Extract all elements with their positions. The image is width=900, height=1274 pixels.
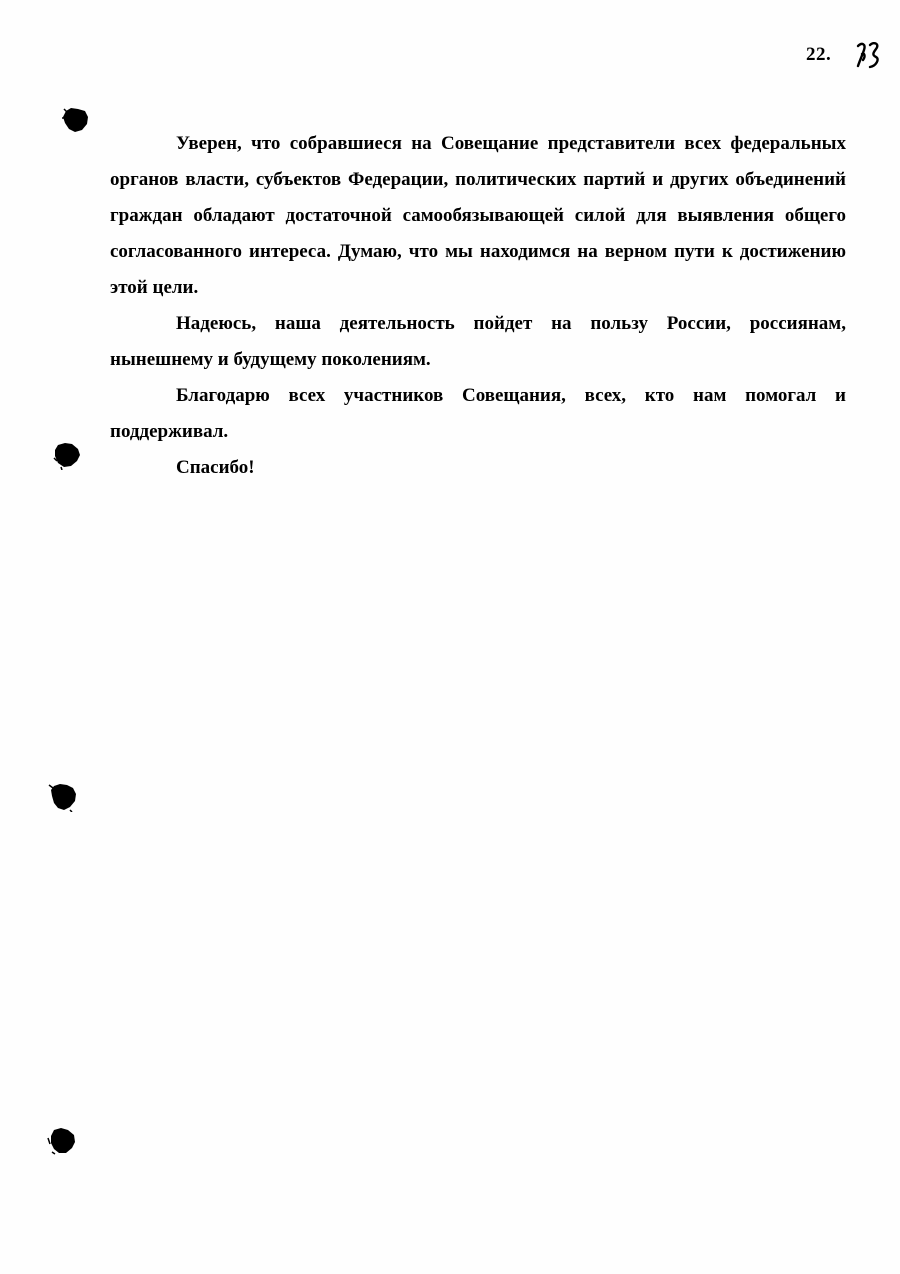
closing-line: Спасибо! [176, 457, 255, 478]
paragraph: Благодарю всех участников Совещания, всех, кто нам помогал и поддерживал. [110, 385, 846, 442]
punch-hole-icon [47, 1126, 77, 1156]
punch-hole-icon [52, 440, 82, 470]
handwritten-page-number-icon [854, 38, 882, 70]
punch-hole-icon [61, 105, 91, 135]
punch-hole-icon [48, 782, 78, 812]
paragraph: Уверен, что собравшиеся на Совещание представители всех федеральных органов власти, субъектов Федерации, политических партий и других объединений граждан обладают достаточной самообязывающей силой для выявления общего согласованного интереса. Думаю, что мы находимся на верном пути к достижению этой цели. [110, 133, 846, 298]
document-body [110, 126, 846, 486]
page-number: 22. [806, 44, 832, 65]
paragraph: Надеюсь, наша деятельность пойдет на пользу России, россиянам, нынешнему и будущему поколениям. [110, 313, 846, 370]
